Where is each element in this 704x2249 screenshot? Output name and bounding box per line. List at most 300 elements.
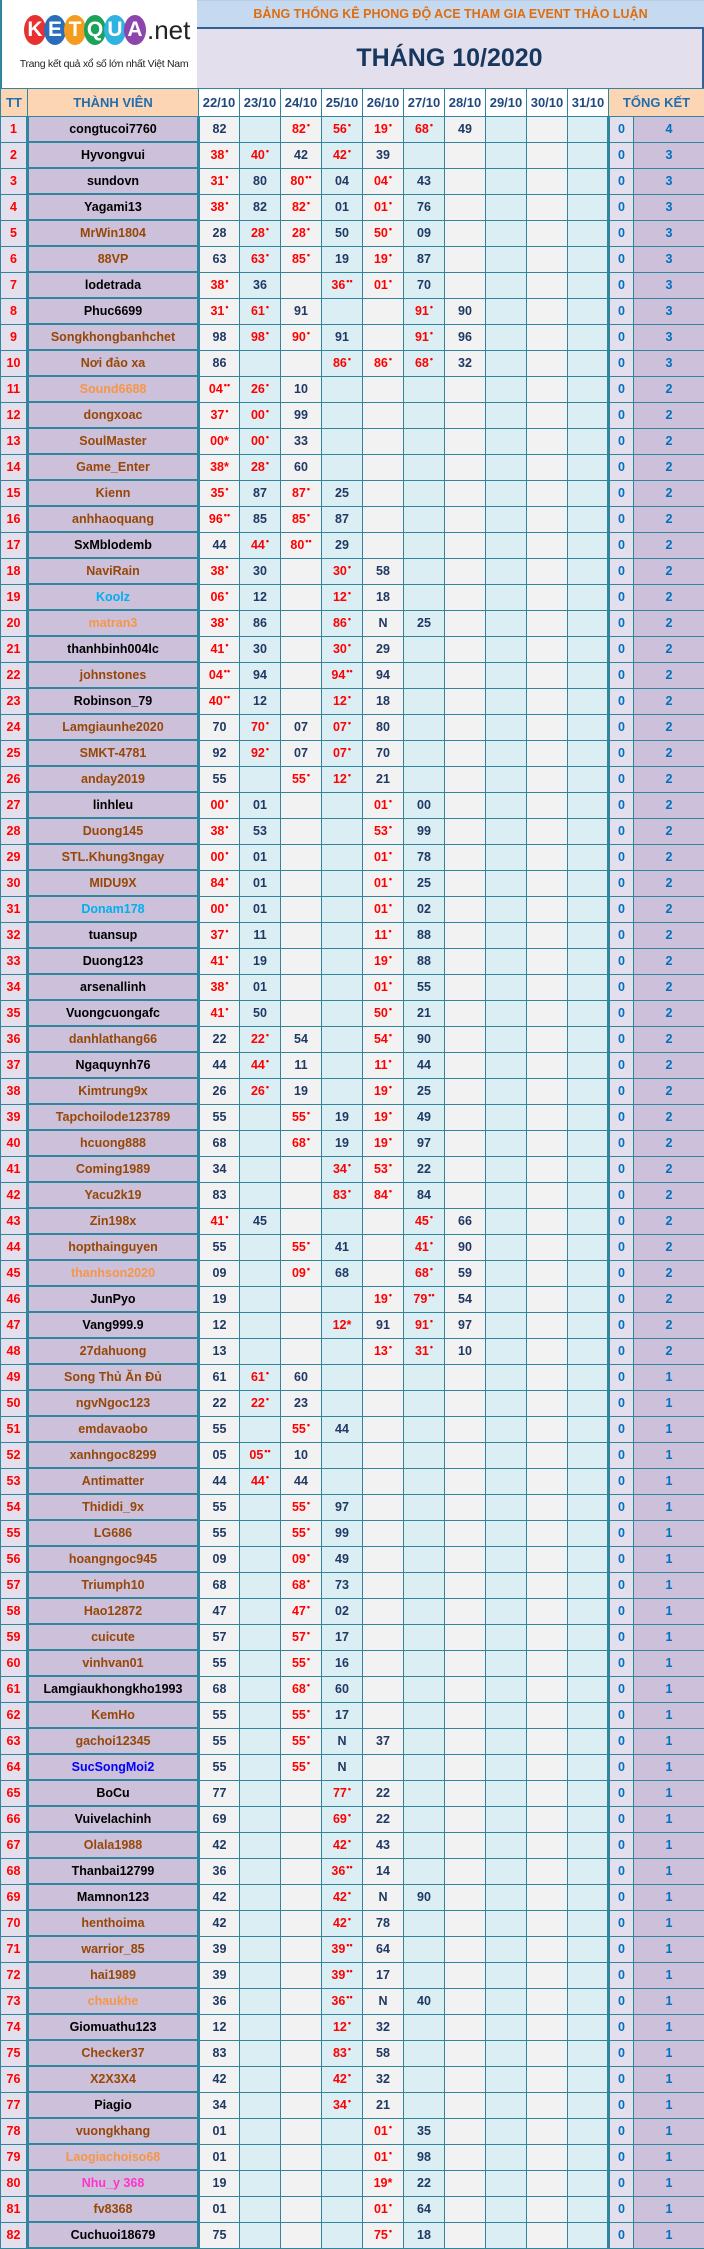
member-name[interactable]: X2X3X4 (28, 2066, 199, 2092)
table-row (1, 1728, 704, 1754)
hit-value: 84 (374, 1188, 388, 1202)
hit-marker-icon: • (348, 770, 351, 780)
member-name[interactable]: SxMblodemb (28, 532, 199, 558)
column-header-day: 22/10 (199, 89, 240, 117)
member-name[interactable]: Game_Enter (28, 454, 199, 480)
table-row (1, 558, 704, 584)
day-cell (568, 1026, 609, 1052)
day-cell (240, 766, 281, 792)
member-name[interactable]: BoCu (28, 1780, 199, 1806)
day-cell (363, 844, 404, 870)
day-cell (240, 1780, 281, 1806)
member-name[interactable]: Kienn (28, 480, 199, 506)
member-name[interactable]: Cuchuoi18679 (28, 2222, 199, 2248)
member-name[interactable]: fv8368 (28, 2196, 199, 2222)
member-name[interactable]: Checker37 (28, 2040, 199, 2066)
day-cell (486, 2196, 527, 2222)
day-cell (363, 324, 404, 350)
hit-marker-icon: • (389, 1134, 392, 1144)
table-row (1, 1780, 704, 1806)
hit-marker-icon: • (389, 2200, 392, 2210)
summary-total: 2 (634, 402, 704, 428)
hit-value: 28 (292, 226, 306, 240)
member-name[interactable]: Yacu2k19 (28, 1182, 199, 1208)
day-cell (568, 1598, 609, 1624)
member-name[interactable]: Thanbai12799 (28, 1858, 199, 1884)
summary-zero: 0 (609, 1364, 634, 1390)
day-cell (281, 870, 322, 896)
day-cell (568, 428, 609, 454)
member-name[interactable]: hoangngoc945 (28, 1546, 199, 1572)
hit-marker-icon: •• (346, 1992, 352, 2002)
member-name[interactable]: MIDU9X (28, 870, 199, 896)
day-cell: 44 (322, 1416, 363, 1442)
member-name[interactable]: Sound6688 (28, 376, 199, 402)
member-name[interactable]: LG686 (28, 1520, 199, 1546)
summary-total: 2 (634, 688, 704, 714)
table-row (1, 922, 704, 948)
member-name[interactable]: Phuc6699 (28, 298, 199, 324)
day-cell: 35 (404, 2118, 445, 2144)
day-cell (568, 610, 609, 636)
day-cell (322, 2196, 363, 2222)
hit-marker-icon: • (225, 796, 228, 806)
day-cell: 17 (363, 1962, 404, 1988)
summary-zero: 0 (609, 610, 634, 636)
member-name[interactable]: Vuongcuongafc (28, 1000, 199, 1026)
member-name[interactable]: Lamgiaukhongkho1993 (28, 1676, 199, 1702)
hit-value: 19 (374, 252, 388, 266)
day-cell (363, 1052, 404, 1078)
member-name[interactable]: KemHo (28, 1702, 199, 1728)
member-name[interactable]: gachoi12345 (28, 1728, 199, 1754)
day-cell: 55 (199, 1416, 240, 1442)
member-name[interactable]: ngvNgoc123 (28, 1390, 199, 1416)
summary-zero: 0 (609, 532, 634, 558)
day-cell (486, 1494, 527, 1520)
day-cell (568, 2014, 609, 2040)
summary-total: 2 (634, 1234, 704, 1260)
member-name[interactable]: JunPyo (28, 1286, 199, 1312)
day-cell (568, 1416, 609, 1442)
table-row (1, 1364, 704, 1390)
day-cell (240, 1650, 281, 1676)
table-row (1, 1676, 704, 1702)
member-name[interactable]: thanhbinh004lc (28, 636, 199, 662)
day-cell (199, 558, 240, 584)
member-name[interactable]: Tapchoilode123789 (28, 1104, 199, 1130)
day-cell (486, 558, 527, 584)
day-cell (322, 1026, 363, 1052)
day-cell (527, 1052, 568, 1078)
day-cell (240, 402, 281, 428)
day-cell (240, 1364, 281, 1390)
day-cell: 01 (199, 2196, 240, 2222)
summary-total: 2 (634, 1182, 704, 1208)
member-name[interactable]: Zin198x (28, 1208, 199, 1234)
day-cell (322, 2092, 363, 2118)
member-name[interactable]: Donam178 (28, 896, 199, 922)
hit-value: 39 (331, 1968, 345, 1982)
day-cell (527, 922, 568, 948)
row-number: 34 (1, 974, 28, 1000)
day-cell (281, 1650, 322, 1676)
day-cell (363, 1546, 404, 1572)
day-cell (404, 350, 445, 376)
hit-value: 26 (251, 1084, 265, 1098)
member-name[interactable]: Olala1988 (28, 1832, 199, 1858)
day-cell (445, 610, 486, 636)
member-name[interactable]: Songkhongbanhchet (28, 324, 199, 350)
member-name[interactable]: hai1989 (28, 1962, 199, 1988)
member-name[interactable]: Yagami13 (28, 194, 199, 220)
day-cell (240, 2040, 281, 2066)
summary-total: 3 (634, 272, 704, 298)
hit-value: 01 (374, 278, 388, 292)
day-cell (240, 1988, 281, 2014)
summary-zero: 0 (609, 1962, 634, 1988)
member-name[interactable]: johnstones (28, 662, 199, 688)
day-cell (486, 792, 527, 818)
hit-value: 12 (333, 590, 347, 604)
member-name[interactable]: vuongkhang (28, 2118, 199, 2144)
day-cell (445, 2014, 486, 2040)
member-name[interactable]: anday2019 (28, 766, 199, 792)
day-cell (281, 1884, 322, 1910)
summary-total: 1 (634, 2170, 704, 2196)
day-cell: 90 (404, 1884, 445, 1910)
member-name[interactable]: Nhu_y 368 (28, 2170, 199, 2196)
day-cell (568, 1780, 609, 1806)
day-cell (240, 1754, 281, 1780)
hit-value: 55 (292, 772, 306, 786)
day-cell (486, 2040, 527, 2066)
member-name[interactable]: STL.Khung3ngay (28, 844, 199, 870)
hit-value: 01 (374, 200, 388, 214)
day-cell (322, 922, 363, 948)
day-cell (322, 870, 363, 896)
logo-letter-ball: U (104, 15, 126, 45)
member-name[interactable]: hopthainguyen (28, 1234, 199, 1260)
member-name[interactable]: henthoima (28, 1910, 199, 1936)
hit-marker-icon: • (307, 198, 310, 208)
member-name[interactable]: lodetrada (28, 272, 199, 298)
member-name[interactable]: Koolz (28, 584, 199, 610)
day-cell: 12 (199, 1312, 240, 1338)
member-name[interactable]: Antimatter (28, 1468, 199, 1494)
day-cell (281, 117, 322, 143)
hit-value: 01 (374, 902, 388, 916)
summary-total: 2 (634, 714, 704, 740)
row-number: 30 (1, 870, 28, 896)
member-name[interactable]: xanhngoc8299 (28, 1442, 199, 1468)
member-name[interactable]: warrior_85 (28, 1936, 199, 1962)
hit-value: 28 (251, 226, 265, 240)
day-cell (486, 1208, 527, 1234)
day-cell (281, 1962, 322, 1988)
member-name[interactable]: vinhvan01 (28, 1650, 199, 1676)
member-name[interactable]: arsenallinh (28, 974, 199, 1000)
hit-value: 06 (210, 590, 224, 604)
day-cell (363, 1286, 404, 1312)
row-number: 48 (1, 1338, 28, 1364)
table-row (1, 1234, 704, 1260)
day-cell (527, 1936, 568, 1962)
hit-value: 87 (292, 486, 306, 500)
day-cell (322, 2222, 363, 2248)
member-name[interactable]: Ngaquynh76 (28, 1052, 199, 1078)
day-cell: 33 (281, 428, 322, 454)
day-cell (322, 2066, 363, 2092)
day-cell: 17 (322, 1702, 363, 1728)
member-name[interactable]: dongxoac (28, 402, 199, 428)
day-cell (568, 2040, 609, 2066)
hit-marker-icon: • (389, 120, 392, 130)
member-name[interactable]: 27dahuong (28, 1338, 199, 1364)
day-cell (240, 246, 281, 272)
day-cell (527, 1364, 568, 1390)
table-row (1, 1572, 704, 1598)
row-number: 20 (1, 610, 28, 636)
member-name[interactable]: Triumph10 (28, 1572, 199, 1598)
day-cell (568, 1988, 609, 2014)
member-name[interactable]: congtucoi7760 (28, 117, 199, 143)
member-name[interactable]: chaukhe (28, 1988, 199, 2014)
member-name[interactable]: Piagio (28, 2092, 199, 2118)
logo-tagline: Trang kết quả xổ số lớn nhất Việt Nam (14, 58, 194, 70)
member-name[interactable]: tuansup (28, 922, 199, 948)
table-row (1, 662, 704, 688)
day-cell (486, 636, 527, 662)
row-number: 52 (1, 1442, 28, 1468)
member-name[interactable]: cuicute (28, 1624, 199, 1650)
day-cell (404, 324, 445, 350)
summary-total: 2 (634, 818, 704, 844)
member-name[interactable]: Robinson_79 (28, 688, 199, 714)
day-cell (445, 662, 486, 688)
table-row (1, 1910, 704, 1936)
summary-total: 2 (634, 740, 704, 766)
day-cell (486, 1364, 527, 1390)
day-cell (363, 1520, 404, 1546)
summary-zero: 0 (609, 584, 634, 610)
day-cell (445, 1754, 486, 1780)
member-name[interactable]: Giomuathu123 (28, 2014, 199, 2040)
hit-marker-icon: • (348, 2018, 351, 2028)
table-row (1, 1000, 704, 1026)
day-cell (568, 818, 609, 844)
day-cell: 32 (363, 2014, 404, 2040)
day-cell: N (322, 1754, 363, 1780)
day-cell (240, 1494, 281, 1520)
day-cell (363, 194, 404, 220)
hit-value: 83 (333, 1188, 347, 1202)
member-name[interactable]: Mamnon123 (28, 1884, 199, 1910)
row-number: 82 (1, 2222, 28, 2248)
day-cell: 94 (240, 662, 281, 688)
column-header-day: 31/10 (568, 89, 609, 117)
day-cell (486, 2170, 527, 2196)
hit-value: 22 (251, 1396, 265, 1410)
day-cell: 21 (404, 1000, 445, 1026)
day-cell (322, 1052, 363, 1078)
hit-value: 50 (374, 226, 388, 240)
summary-total: 1 (634, 1936, 704, 1962)
hit-marker-icon: • (307, 1524, 310, 1534)
row-number: 38 (1, 1078, 28, 1104)
hit-value: 36 (331, 1994, 345, 2008)
hit-marker-icon: • (307, 510, 310, 520)
hit-marker-icon: • (266, 1030, 269, 1040)
member-name[interactable]: NaviRain (28, 558, 199, 584)
member-name[interactable]: SucSongMoi2 (28, 1754, 199, 1780)
summary-total: 1 (634, 2118, 704, 2144)
day-cell (445, 454, 486, 480)
member-name[interactable]: Thididi_9x (28, 1494, 199, 1520)
member-name[interactable]: Kimtrung9x (28, 1078, 199, 1104)
summary-total: 2 (634, 454, 704, 480)
day-cell (281, 1494, 322, 1520)
day-cell (527, 402, 568, 428)
day-cell (568, 142, 609, 168)
day-cell: 70 (363, 740, 404, 766)
member-name[interactable]: Laogiachoiso68 (28, 2144, 199, 2170)
sheet-subtitle: BẢNG THỐNG KÊ PHONG ĐỘ ACE THAM GIA EVENT THẢO LUẬN (197, 0, 704, 29)
day-cell (486, 1234, 527, 1260)
member-name[interactable]: thanhson2020 (28, 1260, 199, 1286)
hit-marker-icon: • (307, 250, 310, 260)
day-cell (445, 1676, 486, 1702)
member-name[interactable]: SoulMaster (28, 428, 199, 454)
row-number: 75 (1, 2040, 28, 2066)
member-name[interactable]: hcuong888 (28, 1130, 199, 1156)
hit-value: 13 (374, 1344, 388, 1358)
day-cell: 29 (322, 532, 363, 558)
member-name[interactable]: anhhaoquang (28, 506, 199, 532)
member-name[interactable]: 88VP (28, 246, 199, 272)
day-cell (486, 1832, 527, 1858)
member-name[interactable]: linhleu (28, 792, 199, 818)
day-cell: 32 (363, 2066, 404, 2092)
member-name[interactable]: SMKT-4781 (28, 740, 199, 766)
ketqua-logo[interactable] (0, 0, 196, 88)
member-name[interactable]: danhlathang66 (28, 1026, 199, 1052)
member-name[interactable]: Vang999.9 (28, 1312, 199, 1338)
member-name[interactable]: emdavaobo (28, 1416, 199, 1442)
member-name[interactable]: Vuivelachinh (28, 1806, 199, 1832)
row-number: 2 (1, 142, 28, 168)
table-row (1, 1754, 704, 1780)
row-number: 49 (1, 1364, 28, 1390)
member-name[interactable]: Duong145 (28, 818, 199, 844)
day-cell (568, 1624, 609, 1650)
day-cell (486, 870, 527, 896)
day-cell (199, 584, 240, 610)
member-name[interactable]: Hao12872 (28, 1598, 199, 1624)
hit-marker-icon: • (307, 1108, 310, 1118)
day-cell (363, 1156, 404, 1182)
day-cell (322, 454, 363, 480)
day-cell: 66 (445, 1208, 486, 1234)
member-name[interactable]: Coming1989 (28, 1156, 199, 1182)
hit-marker-icon: • (348, 614, 351, 624)
hit-marker-icon: •• (428, 1290, 434, 1300)
day-cell (445, 402, 486, 428)
day-cell: 30 (240, 636, 281, 662)
day-cell (363, 1026, 404, 1052)
day-cell: 09 (199, 1546, 240, 1572)
hit-value: 38 (210, 200, 224, 214)
member-name[interactable]: Hyvongvui (28, 142, 199, 168)
hit-value: 38 (210, 564, 224, 578)
hit-value: 36 (331, 1864, 345, 1878)
member-name[interactable]: matran3 (28, 610, 199, 636)
hit-marker-icon: • (389, 848, 392, 858)
summary-total: 3 (634, 194, 704, 220)
member-name[interactable]: Duong123 (28, 948, 199, 974)
hit-marker-icon: • (225, 588, 228, 598)
day-cell (322, 948, 363, 974)
day-cell: 87 (322, 506, 363, 532)
row-number: 53 (1, 1468, 28, 1494)
hit-marker-icon: • (225, 952, 228, 962)
day-cell: 42 (199, 2066, 240, 2092)
day-cell: 97 (322, 1494, 363, 1520)
day-cell (486, 1806, 527, 1832)
table-row (1, 1650, 704, 1676)
day-cell (486, 350, 527, 376)
day-cell (445, 1988, 486, 2014)
day-cell: 10 (445, 1338, 486, 1364)
day-cell (568, 1208, 609, 1234)
day-cell (527, 2092, 568, 2118)
day-cell (445, 2222, 486, 2248)
day-cell (445, 792, 486, 818)
summary-total: 1 (634, 1702, 704, 1728)
day-cell (281, 1130, 322, 1156)
summary-zero: 0 (609, 1806, 634, 1832)
summary-zero: 0 (609, 506, 634, 532)
hit-marker-icon: • (307, 120, 310, 130)
day-cell: 58 (363, 2040, 404, 2066)
member-name[interactable]: Lamgiaunhe2020 (28, 714, 199, 740)
hit-marker-icon: • (389, 172, 392, 182)
day-cell: 22 (363, 1780, 404, 1806)
member-name[interactable]: Song Thủ Ăn Đủ (28, 1364, 199, 1390)
row-number: 47 (1, 1312, 28, 1338)
member-name[interactable]: MrWin1804 (28, 220, 199, 246)
day-cell (486, 1182, 527, 1208)
hit-value: 85 (292, 252, 306, 266)
member-name[interactable]: sundovn (28, 168, 199, 194)
summary-total: 2 (634, 766, 704, 792)
day-cell: 19 (199, 1286, 240, 1312)
member-name[interactable]: Nơi đảo xa (28, 350, 199, 376)
day-cell (322, 1000, 363, 1026)
day-cell: 49 (322, 1546, 363, 1572)
hit-marker-icon: • (389, 198, 392, 208)
day-cell: 55 (199, 1650, 240, 1676)
hit-marker-icon: • (225, 1004, 228, 1014)
table-row (1, 740, 704, 766)
hit-value: 42 (333, 1838, 347, 1852)
day-cell: 37 (363, 1728, 404, 1754)
summary-total: 2 (634, 1130, 704, 1156)
day-cell (281, 1104, 322, 1130)
row-number: 74 (1, 2014, 28, 2040)
day-cell (486, 1676, 527, 1702)
hit-marker-icon: • (348, 692, 351, 702)
